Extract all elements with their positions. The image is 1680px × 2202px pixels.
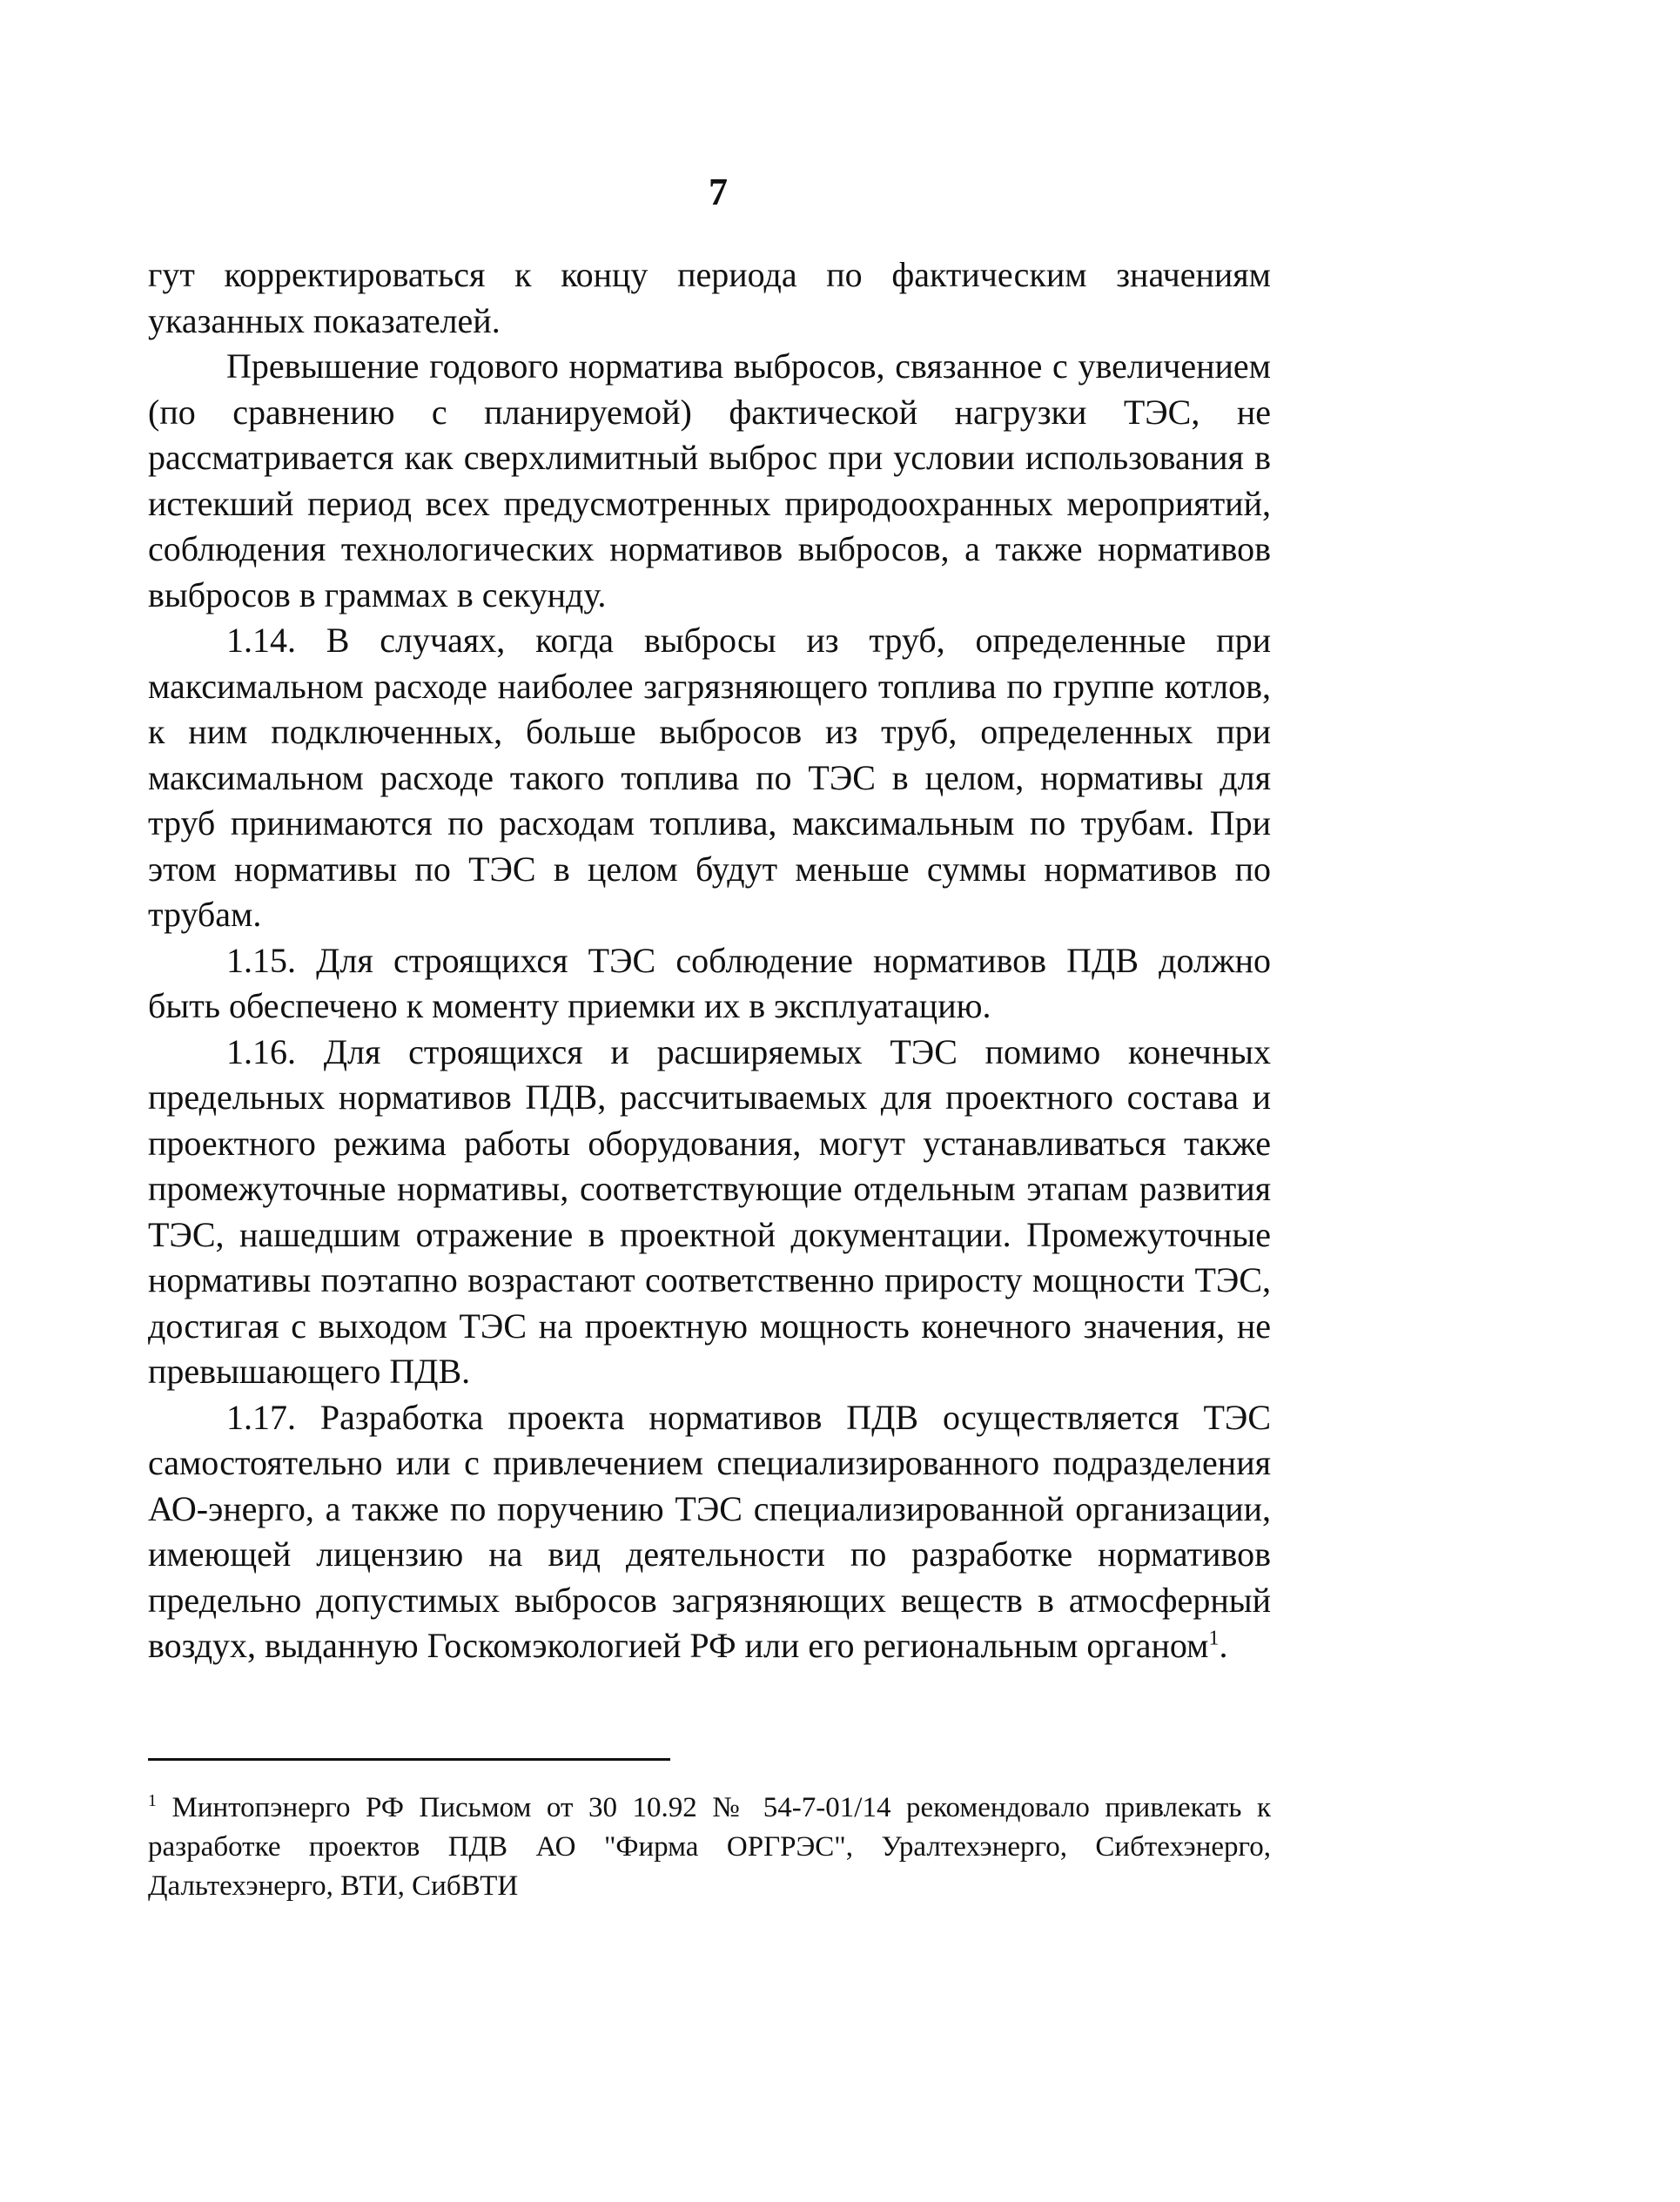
paragraph-1-17: 1.17. Разработка проекта нормативов ПДВ осуществляется ТЭС самостоятельно или с привлечением специализированного подразделения АО-энерго, а также по поручению ТЭС специализированной организации, имеющей лицензию на вид деятельности по разработке нормативов предельно допустимых выбросов загрязняющих веществ в атмосферный воздух, выданную Госкомэкологией РФ или его региональным органом$^1$.: [148, 1397, 1271, 1665]
paragraph-excess-norm: Превышение годового норматива выбросов, связанное с увеличением (по сравнению с планируемой) фактической нагрузки ТЭС, не рассматривается как сверхлимитный выброс при условии использования в истекший период всех предусмотренных природоохранных мероприятий, соблюдения технологических нормативов выбросов, а также нормативов выбросов в граммах в секунду.: [148, 346, 1271, 614]
body-text: [148, 252, 1271, 1669]
footnote: [148, 1789, 1271, 1906]
footnote-text: Минтопэнерго РФ Письмом от 30 10.92 № 54-7-01/14 рекомендовало привлекать к разработке проектов ПДВ АО "Фирма ОРГРЭС", Уралтехэнерго, Сибтехэнерго, Дальтехэнерго, ВТИ, СибВТИ: [148, 1792, 1272, 1902]
footnote-reference: 1: [1208, 1627, 1220, 1650]
paragraph-1-15: 1.15. Для строящихся ТЭС соблюдение нормативов ПДВ должно быть обеспечено к моменту приемки их в эксплуатацию.: [148, 940, 1271, 1025]
footnote-separator: [148, 1758, 670, 1761]
footnote-marker: 1: [148, 1791, 157, 1810]
paragraph-1-14: 1.14. В случаях, когда выбросы из труб, определенные при максимальном расходе наиболее загрязняющего топлива по группе котлов, к ним подключенных, больше выбросов из труб, определенных при максимальном расходе такого топлива по ТЭС в целом, нормативы для труб принимаются по расходам топлива, максимальным по трубам. При этом нормативы по ТЭС в целом будут меньше суммы нормативов по трубам.: [148, 621, 1271, 934]
paragraph-1-16: 1.16. Для строящихся и расширяемых ТЭС помимо конечных предельных нормативов ПДВ, рассчитываемых для проектного состава и проектного режима работы оборудования, могут устанавливаться также промежуточные нормативы, соответствующие отдельным этапам развития ТЭС, нашедшим отражение в проектной документации. Промежуточные нормативы поэтапно возрастают соответственно приросту мощности ТЭС, достигая с выходом ТЭС на проектную мощность конечного значения, не превышающего ПДВ.: [148, 1031, 1271, 1391]
paragraph-1-17-text: 1.17. Разработка проекта нормативов ПДВ осуществляется ТЭС самостоятельно или с привлечением специализированного подразделения АО-энерго, а также по поручению ТЭС специализированной организации, имеющей лицензию на вид деятельности по разработке нормативов предельно допустимых выбросов загрязняющих веществ в атмосферный воздух, выданную Госкомэкологией РФ или его региональным органом: [148, 1397, 1271, 1665]
page-number: 7: [709, 171, 728, 213]
paragraph-continuation: гут корректироваться к концу периода по фактическим значениям указанных показателей.: [148, 255, 1271, 340]
